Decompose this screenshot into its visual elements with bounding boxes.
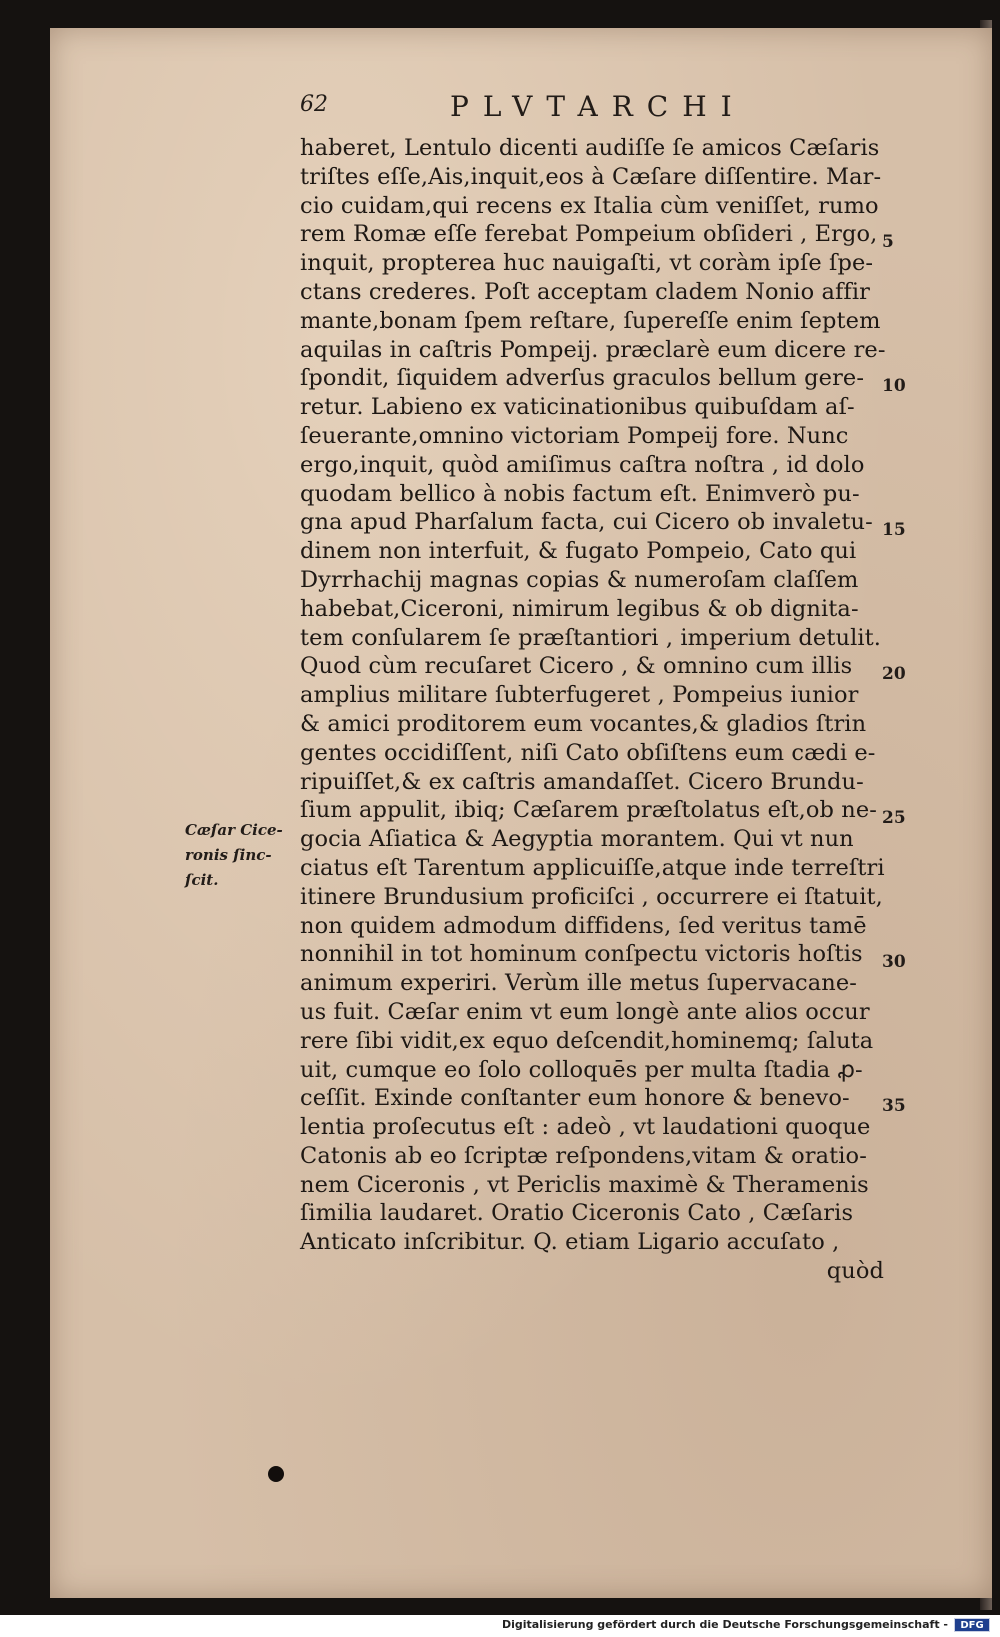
text-line: ergo,inquit, quòd amiſimus caſtra noſtra , id dolo xyxy=(300,451,865,478)
text-line: & amici proditorem eum vocantes,& gladios ſtrin xyxy=(300,710,867,737)
text-line: ripuiſſet,& ex caſtris amandaſſet. Cicero Brundu- xyxy=(300,768,864,795)
text-line: ſium appulit, ibiq; Cæſarem præſtolatus eſt,ob ne- xyxy=(300,797,877,824)
text-line: ſeuerante,omnino victoriam Pompeij fore. Nunc xyxy=(300,422,849,449)
text-line: gocia Aſiatica & Aegyptia morantem. Qui vt nun xyxy=(300,826,854,853)
marginal-note-line: Cæſar Cice- xyxy=(185,821,283,839)
text-line: Quod cùm recuſaret Cicero , & omnino cum illis xyxy=(300,653,853,680)
text-line: nem Ciceronis , vt Periclis maximè & Theramenis xyxy=(300,1171,869,1198)
text-line: quodam bellico à nobis factum eſt. Enimverò pu- xyxy=(300,480,860,507)
footer-bar xyxy=(0,1615,1000,1637)
text-line: itinere Brundusium proficiſci , occurrere ei ſtatuit, xyxy=(300,883,883,910)
text-line: Catonis ab eo ſcriptæ reſpondens,vitam & oratio- xyxy=(300,1142,867,1169)
text-line: nonnihil in tot hominum conſpectu victoris hoſtis xyxy=(300,941,863,968)
line-number: 5 xyxy=(882,232,894,252)
text-line: inquit, propterea huc nauigaſti, vt coràm ipſe ſpe- xyxy=(300,250,874,277)
text-line: triſtes eſſe,Ais,inquit,eos à Cæſare diſſentire. Mar- xyxy=(300,163,882,190)
text-line: aquilas in caſtris Pompeij. præclarè eum dicere re- xyxy=(300,336,886,363)
text-line: lentia proſecutus eſt : adeò , vt laudationi quoque xyxy=(300,1114,871,1141)
text-line: ceſſit. Exinde conſtanter eum honore & benevo- xyxy=(300,1085,850,1112)
page-number: 62 xyxy=(300,92,328,117)
text-line: mante,bonam ſpem reſtare, ſupereſſe enim ſeptem xyxy=(300,307,881,334)
running-title: PLVTARCHI xyxy=(450,90,746,123)
text-line: amplius militare ſubterfugeret , Pompeius iunior xyxy=(300,682,859,709)
marginal-note xyxy=(185,818,295,893)
text-line: uit, cumque eo ſolo colloquēs per multa ſtadia ꝓ- xyxy=(300,1056,863,1083)
line-number: 30 xyxy=(882,952,906,972)
line-number: 35 xyxy=(882,1096,906,1116)
text-line: gna apud Pharſalum facta, cui Cicero ob invaletu- xyxy=(300,509,873,536)
text-line: rem Romæ eſſe ferebat Pompeium obſideri , Ergo, xyxy=(300,221,878,248)
line-number: 15 xyxy=(882,520,906,540)
text-line: rere ſibi vidit,ex equo deſcendit,hominemq; ſaluta xyxy=(300,1027,874,1054)
text-line: gentes occidiſſent, niſi Cato obſiſtens eum cædi e- xyxy=(300,739,876,766)
page-header xyxy=(300,92,760,128)
text-line: animum experiri. Verùm ille metus ſupervacane- xyxy=(300,970,857,997)
marginal-note-line: ſcit. xyxy=(185,871,219,889)
text-line: tem conſularem ſe præſtantiori , imperium detulit. xyxy=(300,624,882,651)
text-line: cio cuidam,qui recens ex Italia cùm veniſſet, rumo xyxy=(300,192,879,219)
text-line: ſpondit, ſiquidem adverſus graculos bellum gere- xyxy=(300,365,865,392)
line-number: 20 xyxy=(882,664,906,684)
text-line: retur. Labieno ex vaticinationibus quibuſdam aſ- xyxy=(300,394,855,421)
text-line: non quidem admodum diffidens, ſed veritus tamē xyxy=(300,912,867,939)
text-line: ctans crederes. Poſt acceptam cladem Nonio affir xyxy=(300,278,870,305)
text-line: ſimilia laudaret. Oratio Ciceronis Cato , Cæſaris xyxy=(300,1200,854,1227)
text-line: haberet, Lentulo dicenti audiſſe ſe amicos Cæſaris xyxy=(300,135,880,161)
line-number: 10 xyxy=(882,376,906,396)
ink-blot xyxy=(268,1466,284,1482)
text-line: Dyrrhachij magnas copias & numeroſam claſſem xyxy=(300,566,859,593)
dfg-logo: DFG xyxy=(954,1618,990,1632)
marginal-note-line: ronis ſinc- xyxy=(185,846,272,864)
text-line: dinem non interfuit, & fugato Pompeio, Cato qui xyxy=(300,538,857,565)
catchword: quòd xyxy=(826,1258,884,1285)
text-line: us fuit. Cæſar enim vt eum longè ante alios occur xyxy=(300,998,870,1025)
main-text-block xyxy=(300,134,890,1286)
text-line: Anticato inſcribitur. Q. etiam Ligario accuſato , xyxy=(300,1229,840,1256)
text-line: ciatus eſt Tarentum applicuiſſe,atque inde terreſtri xyxy=(300,854,885,881)
text-line: habebat,Ciceroni, nimirum legibus & ob dignita- xyxy=(300,595,859,622)
funding-note: Digitalisierung gefördert durch die Deutsche Forschungsgemeinschaft - xyxy=(501,1618,948,1631)
line-number: 25 xyxy=(882,808,906,828)
